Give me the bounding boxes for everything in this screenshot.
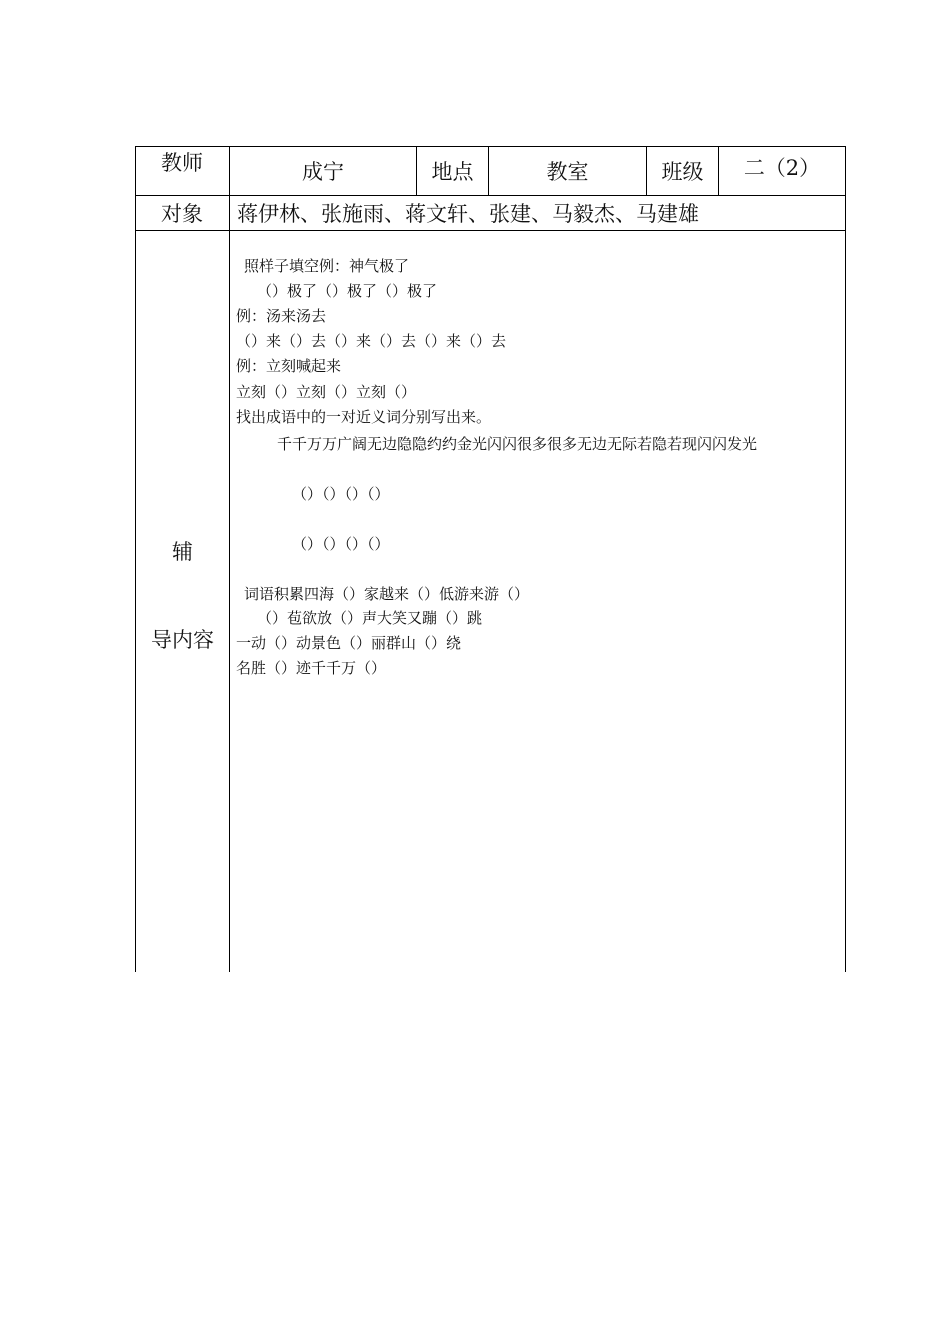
exercise-line: 立刻（）立刻（）立刻（） [236,383,417,401]
exercise-line: （）（）（）（） [292,485,390,503]
exercise-line: 名胜（）迹千千万（） [236,659,387,677]
teacher-value: 成宁 [302,159,344,184]
exercise-line: 词语积累四海（）家越来（）低游来游（） [244,585,530,603]
location-value: 教室 [546,159,589,184]
guidance-label-part2: 导内容 [151,628,214,652]
exercise-line: （）来（）去（）来（）去（）来（）去 [236,332,507,350]
table-border-right [845,146,846,972]
exercise-line: 照样子填空例：神气极了 [244,257,410,275]
location-label: 地点 [431,159,474,184]
target-students: 蒋伊林、张施雨、蒋文轩、张建、马毅杰、马建雄 [237,202,699,226]
exercise-line: 千千万万广阔无边隐隐约约金光闪闪很多很多无边无际若隐若现闪闪发光 [277,435,758,453]
target-label: 对象 [161,202,203,226]
exercise-line: 找出成语中的一对近义词分别写出来。 [236,408,492,426]
exercise-line: 例：立刻喊起来 [236,357,342,375]
lesson-record-table [135,146,846,972]
exercise-line: 一动（）动景色（）丽群山（）绕 [236,634,462,652]
guidance-label-part1: 辅 [172,540,193,564]
exercise-line: 例：汤来汤去 [236,307,327,325]
class-value: 二（2） [743,156,821,180]
exercise-line: （）极了（）极了（）极了 [257,282,438,300]
exercise-line: （）苞欲放（）声大笑又蹦（）跳 [257,609,483,627]
exercise-line: （）（）（）（） [292,535,390,553]
teacher-label: 教师 [161,151,203,175]
row-divider-2 [135,230,846,231]
class-label: 班级 [661,159,704,184]
